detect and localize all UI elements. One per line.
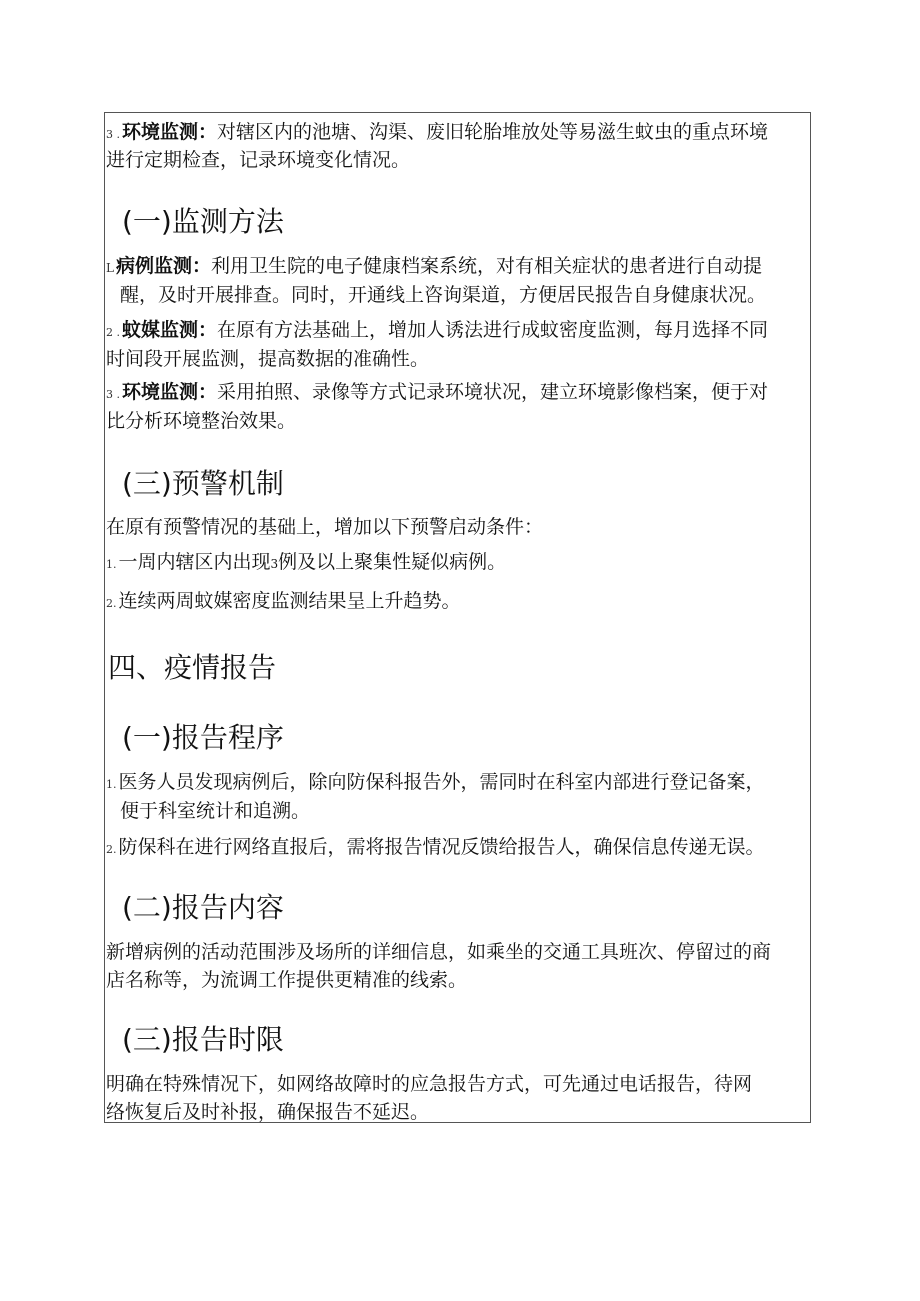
case-monitoring-line-2 — [120, 281, 766, 309]
procedure-item-1-line-2 — [120, 797, 310, 825]
item-text: 连续两周蚊媒密度监测结果呈上升趋势。 — [118, 590, 461, 612]
item-text: 进行定期检查，记录环境变化情况。 — [106, 149, 411, 171]
report-deadline-line-1: 明确在特殊情况下，如网络故障时的应急报告方式，可先通过电话报告，待网 — [106, 1073, 753, 1095]
item-number: 1. — [106, 558, 117, 571]
item-text: 便于科室统计和追溯。 — [120, 800, 311, 822]
item-text: 一周内辖区内出现 — [118, 551, 271, 573]
case-count: 3 — [270, 557, 279, 571]
environment-monitoring-line-1 — [106, 378, 768, 409]
item-number: 1. — [106, 778, 117, 791]
item-text: 在原有方法基础上，增加人诱法进行成蚊密度监测，每月选择不同 — [217, 319, 769, 341]
item-number: L — [106, 261, 114, 275]
report-deadline-line-2: 络恢复后及时补报，确保报告不延迟。 — [106, 1101, 430, 1123]
item-text: 醒，及时开展排查。同时，开通线上咨询渠道，方便居民报告自身健康状况。 — [120, 284, 767, 306]
procedure-item-2 — [106, 833, 765, 864]
item-label: 环境监测： — [122, 121, 218, 143]
item-text: 比分析环境整治效果。 — [106, 410, 297, 432]
case-monitoring-line-1 — [106, 252, 762, 282]
vector-monitoring-line-1 — [106, 316, 768, 347]
item-label: 蚊媒监测： — [122, 319, 218, 341]
warning-condition-1 — [106, 548, 506, 579]
item-number: 3 . — [106, 128, 120, 141]
item-text: 防保科在进行网络直报后，需将报告情况反馈给报告人，确保信息传递无误。 — [118, 836, 765, 858]
heading-report-content: (二)报告内容 — [122, 891, 284, 924]
env-monitoring-line-1 — [106, 118, 768, 149]
item-text: 采用拍照、录像等方式记录环境状况，建立环境影像档案，便于对 — [217, 381, 769, 403]
env-monitoring-line-2 — [106, 146, 410, 174]
item-text: 利用卫生院的电子健康档案系统，对有相关症状的患者进行自动提 — [210, 255, 762, 277]
item-number: 2. — [106, 843, 117, 856]
item-number: 2 . — [106, 326, 120, 339]
heading-report-procedure: (一)报告程序 — [122, 721, 284, 754]
item-text: 时间段开展监测，提高数据的准确性。 — [106, 348, 430, 370]
heading-report-deadline: (三)报告时限 — [122, 1023, 284, 1056]
warning-condition-2 — [106, 587, 461, 618]
report-content-line-1: 新增病例的活动范围涉及场所的详细信息，如乘坐的交通工具班次、停留过的商 — [106, 941, 772, 963]
heading-epidemic-report: 四、疫情报告 — [108, 651, 277, 684]
report-content-line-2: 店名称等，为流调工作提供更精准的线索。 — [106, 969, 468, 991]
item-number: 2. — [106, 597, 117, 610]
procedure-item-1-line-1 — [106, 768, 765, 799]
item-label: 病例监测： — [115, 255, 211, 277]
warning-intro: 在原有预警情况的基础上，增加以下预警启动条件： — [106, 516, 544, 538]
heading-warning-mechanism: (三)预警机制 — [122, 467, 284, 500]
item-text: 对辖区内的池塘、沟渠、废旧轮胎堆放处等易滋生蚊虫的重点环境 — [217, 121, 769, 143]
item-number: 3 . — [106, 388, 120, 401]
vector-monitoring-line-2 — [106, 345, 429, 373]
item-text: 医务人员发现病例后，除向防保科报告外，需同时在科室内部进行登记备案， — [118, 771, 765, 793]
heading-monitoring-method: (一)监测方法 — [122, 205, 284, 238]
item-label: 环境监测： — [122, 381, 218, 403]
item-text: 例及以上聚集性疑似病例。 — [278, 551, 507, 573]
environment-monitoring-line-2 — [106, 407, 296, 435]
